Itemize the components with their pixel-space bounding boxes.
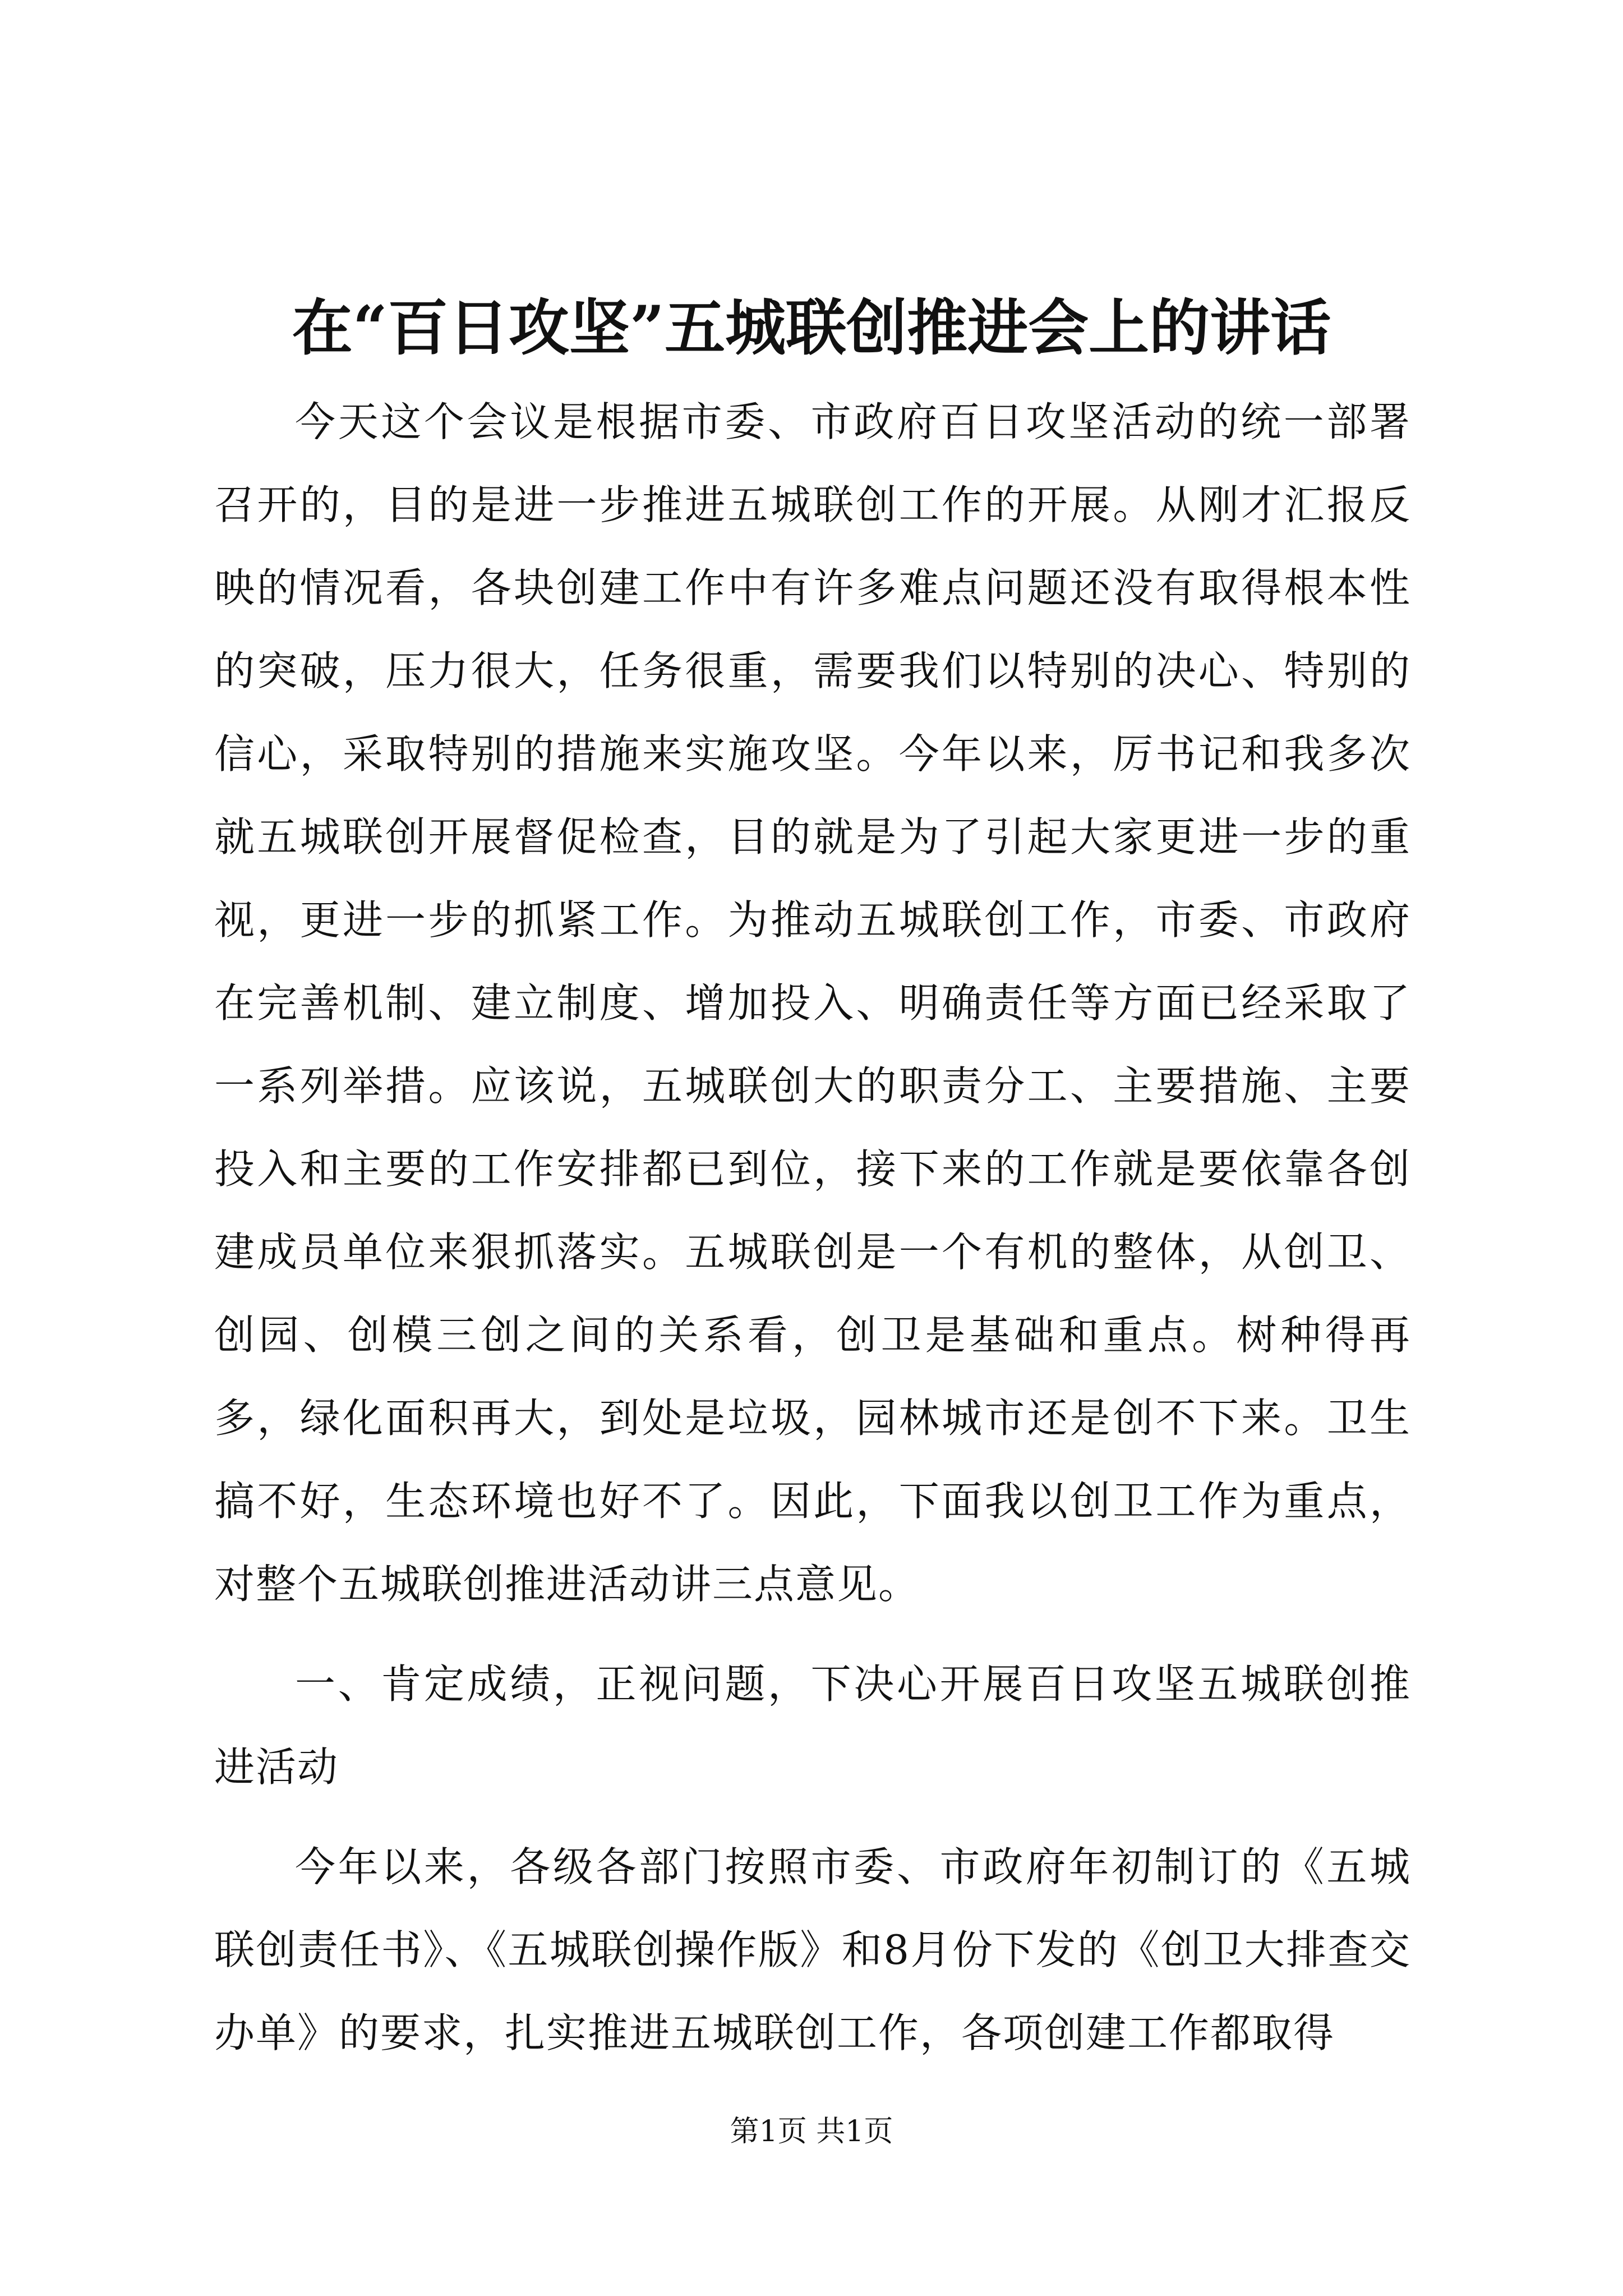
page-footer: 第1页 共1页 (730, 2115, 893, 2148)
paragraph-intro: 今天这个会议是根据市委、市政府百日攻坚活动的统一部署召开的，目的是进一步推进五城联创工作的开展。从刚才汇报反映的情况看，各块创建工作中有许多难点问题还没有取得根本性的突破，压力很大，任务很重，需要我们以特别的决心、特别的信心，采取特别的措施来实施攻坚。今年以来，厉书记和我多次就五城联创开展督促检查，目的就是为了引起大家更进一步的重视，更进一步的抓紧工作。为推动五城联创工作，市委、市政府在完善机制、建立制度、增加投入、明确责任等方面已经采取了一系列举措。应该说，五城联创大的职责分工、主要措施、主要投入和主要的工作安排都已到位，接下来的工作就是要依靠各创建成员单位来狠抓落实。五城联创是一个有机的整体，从创卫、创园、创模三创之间的关系看，创卫是基础和重点。树种得再多，绿化面积再大，到处是垃圾，园林城市还是创不下来。卫生搞不好，生态环境也好不了。因此，下面我以创卫工作为重点，对整个五城联创推进活动讲三点意见。 (214, 398, 1411, 1608)
section-heading-one: 一、肯定成绩，正视问题，下决心开展百日攻坚五城联创推进活动 (214, 1660, 1411, 1791)
paragraph-section-one: 今年以来，各级各部门按照市委、市政府年初制订的《五城联创责任书》、《五城联创操作版》和8月份下发的《创卫大排查交办单》的要求，扎实推进五城联创工作，各项创建工作都取得 (214, 1843, 1411, 2056)
document-body (214, 380, 1411, 2074)
document-title: 在“百日攻坚”五城联创推进会上的讲话 (292, 293, 1331, 364)
